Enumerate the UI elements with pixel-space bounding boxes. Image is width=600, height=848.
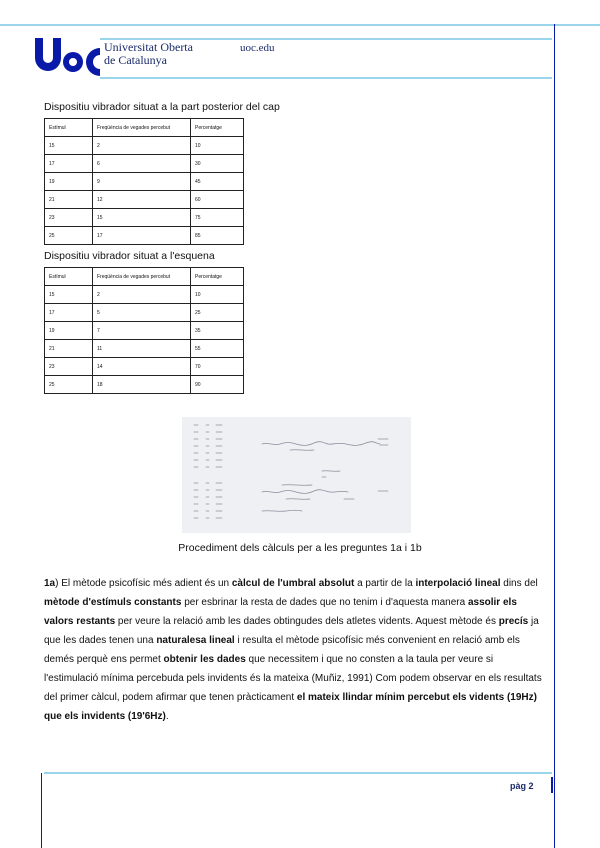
table-cell: 23	[45, 358, 93, 376]
paragraph-text: a partir de la	[354, 578, 416, 589]
paragraph-text: per veure la relació amb les dades obtingudes dels atletes vidents. Aquest mètode és	[115, 616, 499, 627]
table-cell: 17	[93, 227, 191, 245]
table-header-row	[45, 119, 244, 137]
table-cell: 45	[191, 173, 244, 191]
table-cell: 17	[45, 304, 93, 322]
paragraph-text: .	[165, 711, 169, 722]
table-cell: 10	[191, 286, 244, 304]
table-header-cell: Percentatge	[191, 268, 244, 286]
table-row	[45, 227, 244, 245]
table-row	[45, 209, 244, 227]
table-row	[45, 376, 244, 394]
handwritten-calculations-photo	[182, 417, 411, 533]
table-cell: 2	[93, 286, 191, 304]
table-header-cell: Estímul	[45, 268, 93, 286]
table-header-cell: Estímul	[45, 119, 93, 137]
paragraph-text: dins del	[500, 578, 538, 589]
paragraph-text: ) El mètode psicofísic més adient és un	[55, 578, 232, 589]
paragraph-text: per esbrinar la resta de dades que no tenim i d'aquesta manera	[181, 597, 468, 608]
table-cell: 35	[191, 322, 244, 340]
paragraph-bold: càlcul de l'umbral absolut	[231, 578, 355, 589]
table2-caption: Dispositiu vibrador situat a l'esquena	[44, 250, 215, 262]
table-cell: 30	[191, 155, 244, 173]
page-left-border	[41, 773, 42, 848]
table-cell: 2	[93, 137, 191, 155]
table-cell: 7	[93, 322, 191, 340]
table-cell: 19	[45, 322, 93, 340]
university-name	[104, 41, 193, 67]
table-cell: 55	[191, 340, 244, 358]
table-cell: 15	[45, 286, 93, 304]
table-cell: 60	[191, 191, 244, 209]
table-row	[45, 340, 244, 358]
table-cell: 25	[45, 227, 93, 245]
table-row	[45, 191, 244, 209]
table-cell: 5	[93, 304, 191, 322]
table-cell: 70	[191, 358, 244, 376]
figure-caption: Procediment dels càlculs per a les preguntes 1a i 1b	[178, 542, 422, 554]
table-header-row	[45, 268, 244, 286]
paragraph-text: ja que les dades tenen una	[44, 616, 539, 646]
paragraph-label: 1a	[44, 578, 56, 589]
table-cell: 15	[93, 209, 191, 227]
table-cell: 9	[93, 173, 191, 191]
table-cell: 25	[45, 376, 93, 394]
table-row	[45, 173, 244, 191]
table-cell: 75	[191, 209, 244, 227]
table-cell: 21	[45, 191, 93, 209]
paragraph-bold: el mateix llindar mínim percebut els vidents (19Hz) que els invidents (19'6Hz)	[44, 692, 537, 722]
page-right-border	[554, 24, 555, 848]
paragraph-text: i resulta el mètode psicofísic més convenient en relació amb els demés perquè ens permet	[44, 635, 520, 665]
table-row	[45, 322, 244, 340]
table-vibrator-head	[44, 118, 244, 245]
table-vibrator-back	[44, 267, 244, 394]
table-row	[45, 155, 244, 173]
university-line-1: Universitat Oberta	[104, 40, 193, 54]
table-cell: 17	[45, 155, 93, 173]
table-cell: 25	[191, 304, 244, 322]
table-cell: 10	[191, 137, 244, 155]
table-header-cell: Percentatge	[191, 119, 244, 137]
paragraph-bold: interpolació lineal	[415, 578, 501, 589]
paragraph-bold: assolir els valors restants	[44, 597, 517, 627]
table-cell: 14	[93, 358, 191, 376]
table-cell: 90	[191, 376, 244, 394]
header-rule-lower	[100, 77, 552, 79]
footer-rule	[44, 772, 552, 774]
table-header-cell: Freqüència de vegades percebut	[93, 119, 191, 137]
uoc-logo	[33, 32, 101, 80]
table-cell: 21	[45, 340, 93, 358]
table-header-cell: Freqüència de vegades percebut	[93, 268, 191, 286]
university-line-2: de Catalunya	[104, 53, 167, 67]
table-row	[45, 286, 244, 304]
table-cell: 23	[45, 209, 93, 227]
table-cell: 11	[93, 340, 191, 358]
paragraph-bold: precís	[498, 616, 529, 627]
paragraph-bold: obtenir les dades	[163, 654, 246, 665]
table-cell: 85	[191, 227, 244, 245]
table-row	[45, 358, 244, 376]
paragraph-bold: naturalesa lineal	[156, 635, 235, 646]
table-cell: 19	[45, 173, 93, 191]
table1-caption: Dispositiu vibrador situat a la part posterior del cap	[44, 101, 280, 113]
table-cell: 15	[45, 137, 93, 155]
page-number: pàg 2	[510, 781, 534, 791]
table-row	[45, 137, 244, 155]
table-cell: 18	[93, 376, 191, 394]
page-number-tick	[551, 777, 553, 793]
university-url[interactable]: uoc.edu	[240, 42, 275, 54]
answer-paragraph	[44, 574, 548, 726]
table-cell: 12	[93, 191, 191, 209]
paragraph-text: que necessitem i que no consten a la taula per veure si l'estimulació mínima percebuda pels invidents és la mateixa (Muñiz, 1991) Com podem observar en els resultats del primer càlcul, podem afirmar que tenen pràcticament	[44, 654, 542, 703]
paragraph-bold: mètode d'estímuls constants	[44, 597, 182, 608]
table-cell: 6	[93, 155, 191, 173]
table-row	[45, 304, 244, 322]
header-top-rule	[0, 24, 600, 26]
